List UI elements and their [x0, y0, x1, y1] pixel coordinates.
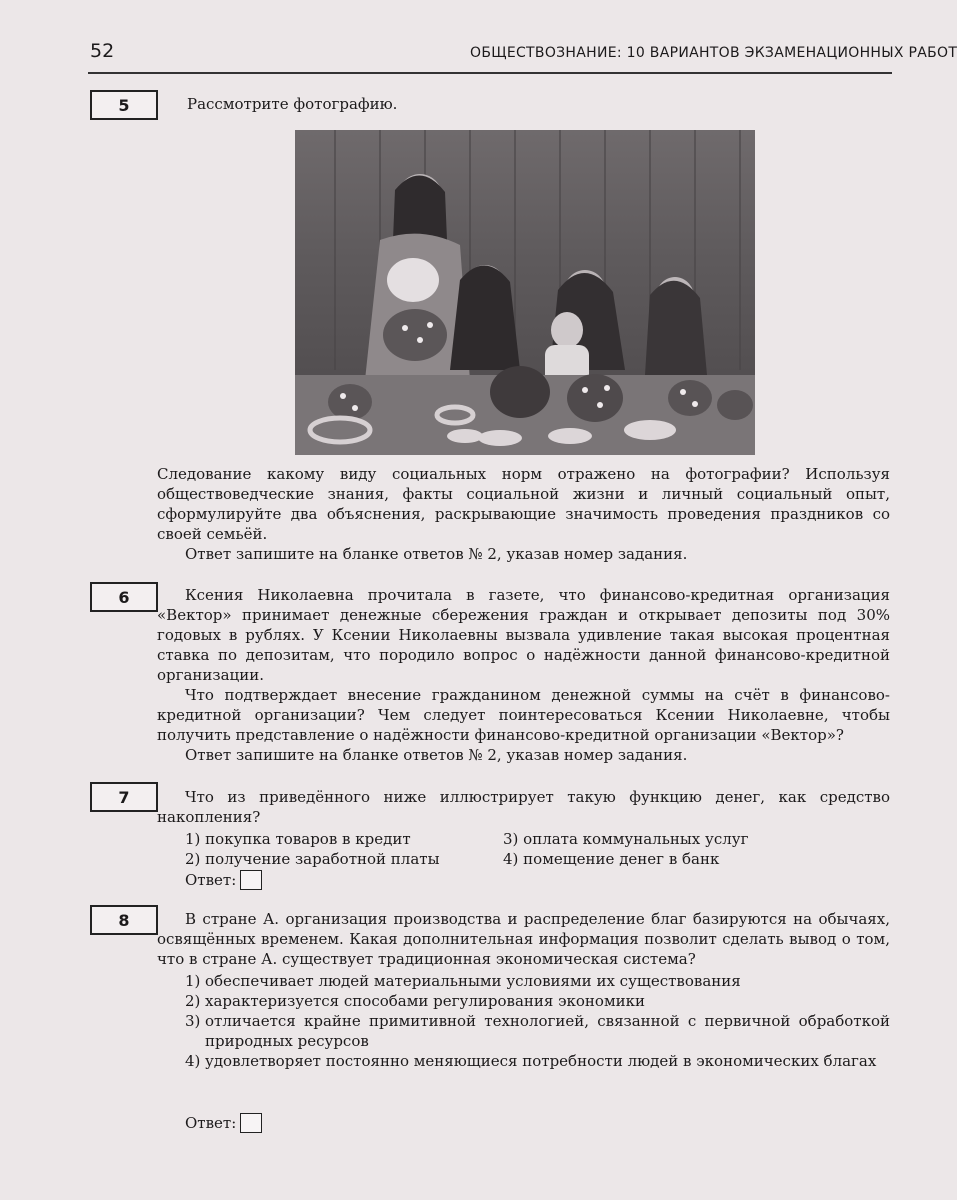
task-6-number: 6 — [118, 587, 130, 607]
task-8-option-1: 1) обеспечивает людей материальными условиями их существования — [185, 972, 741, 990]
task-7-number-box — [90, 782, 158, 812]
family-holiday-photo — [295, 130, 755, 455]
task-7-question-block — [157, 787, 890, 827]
task-7-number: 7 — [118, 787, 130, 807]
task-7-option-4: 4) помещение денег в банк — [503, 850, 720, 868]
header-rule — [88, 72, 892, 74]
task-5-number-box — [90, 90, 158, 120]
task-7-answer — [185, 870, 262, 890]
task-8-answer-label: Ответ: — [185, 1114, 237, 1132]
task-8-number-box — [90, 905, 158, 935]
task-8-question-block — [157, 909, 890, 969]
task-6-number-box — [90, 582, 158, 612]
task-8-option-3: 3) отличается крайне примитивной технологией, связанной с первичной обработкой природных ресурсов — [185, 1012, 890, 1050]
task-6-instruction: Ответ запишите на бланке ответов № 2, указав номер задания. — [185, 746, 688, 764]
task-7-options — [185, 829, 748, 869]
task-6-paragraph-1: Ксения Николаевна прочитала в газете, что финансово-кредитная организация «Вектор» принимает денежные сбережения граждан и открывает депозиты под 30% годовых в рублях. У Ксении Николаевны вызвала удивление такая высокая процентная ставка по депозитам, что породило вопрос о надёжности данной финансово-кредитной организации. — [157, 586, 890, 684]
task-5-question: Следование какому виду социальных норм отражено на фотографии? Используя обществоведческие знания, факты социальной жизни и личный социальный опыт, сформулируйте два объяснения, раскрывающие значимость проведения праздников со своей семьёй. — [157, 465, 890, 543]
task-8-number: 8 — [118, 910, 130, 930]
task-5-instruction: Ответ запишите на бланке ответов № 2, указав номер задания. — [185, 545, 688, 563]
task-7-option-1: 1) покупка товаров в кредит — [185, 830, 411, 848]
task-8-question: В стране А. организация производства и распределение благ базируются на обычаях, освящённых временем. Какая дополнительная информация позволит сделать вывод о том, что в стране А. существует традиционная экономическая система? — [157, 910, 890, 968]
task-6-block — [157, 585, 890, 765]
task-8-option-2: 2) характеризуется способами регулирования экономики — [185, 992, 645, 1010]
task-7-option-3: 3) оплата коммунальных услуг — [503, 830, 749, 848]
task-7-option-2: 2) получение заработной платы — [185, 850, 440, 868]
task-7-answer-box[interactable] — [240, 870, 262, 890]
task-8-answer — [185, 1113, 262, 1133]
page-number: 52 — [90, 40, 115, 62]
task-7-answer-label: Ответ: — [185, 871, 237, 889]
task-7-question: Что из приведённого ниже иллюстрирует такую функцию денег, как средство накопления? — [157, 788, 890, 826]
task-5-number: 5 — [118, 95, 130, 115]
task-8-option-4: 4) удовлетворяет постоянно меняющиеся потребности людей в экономических благах — [185, 1052, 877, 1070]
running-title: ОБЩЕСТВОЗНАНИЕ: 10 ВАРИАНТОВ ЭКЗАМЕНАЦИОННЫХ РАБОТ — [470, 45, 957, 61]
task-5-intro: Рассмотрите фотографию. — [187, 95, 398, 113]
task-8-answer-box[interactable] — [240, 1113, 262, 1133]
task-8-options — [185, 971, 890, 1071]
task-6-paragraph-2: Что подтверждает внесение гражданином денежной суммы на счёт в финансово-кредитной организации? Чем следует поинтересоваться Ксении Николаевне, чтобы получить представление о надёжности финансово-кредитной организации «Вектор»? — [157, 686, 890, 744]
task-5-question-block — [157, 464, 890, 564]
